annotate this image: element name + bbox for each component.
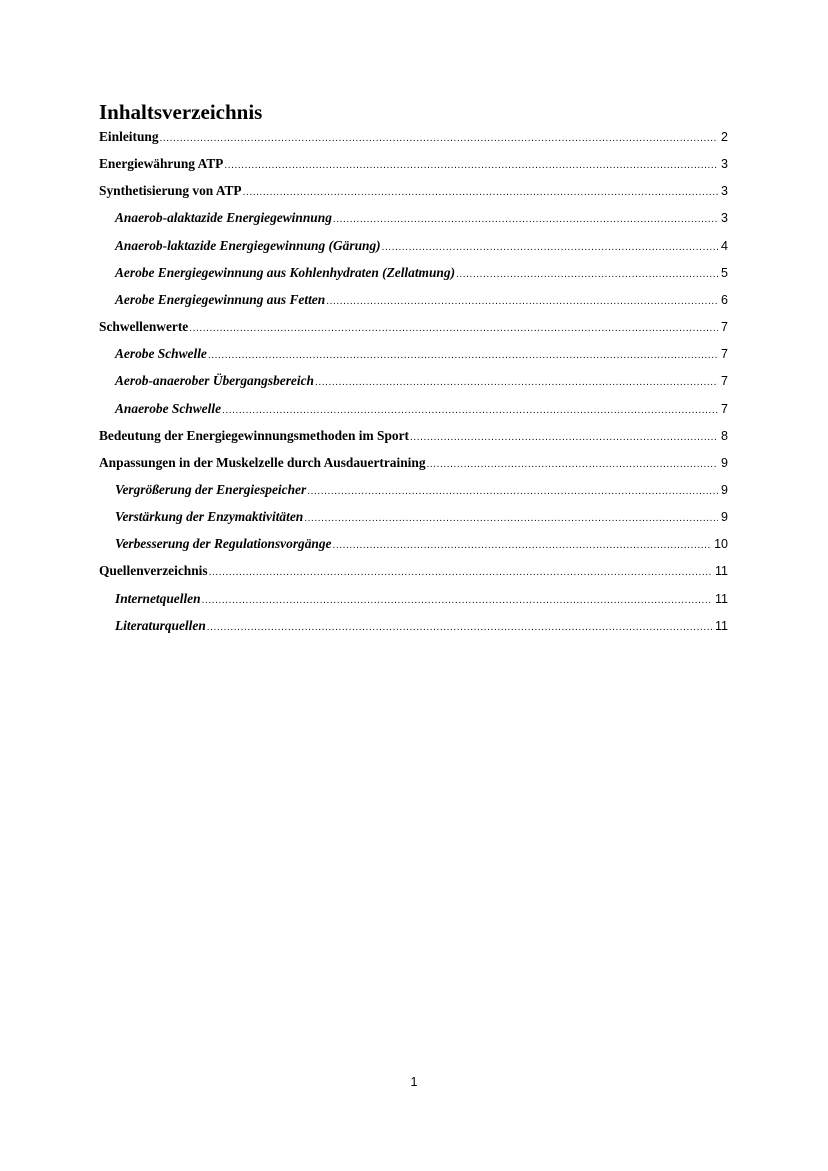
- toc-entry[interactable]: [99, 561, 728, 581]
- toc-entry-label: Aerob-anaerober Übergangsbereich: [115, 373, 314, 389]
- toc-leader-dots: [243, 183, 718, 203]
- toc-entry-page: 8: [721, 428, 728, 443]
- toc-entry[interactable]: [115, 616, 728, 636]
- toc-entry-label: Verbesserung der Regulationsvorgänge: [115, 536, 332, 552]
- toc-entry[interactable]: [115, 290, 728, 310]
- toc-entry[interactable]: [99, 181, 728, 201]
- toc-leader-dots: [222, 401, 718, 421]
- toc-leader-dots: [333, 536, 712, 556]
- toc-entry-page: 9: [721, 455, 728, 470]
- toc-entry-page: 11: [715, 564, 728, 579]
- toc-entry-page: 5: [721, 265, 728, 280]
- toc-leader-dots: [224, 156, 718, 176]
- toc-entry[interactable]: [115, 589, 728, 609]
- toc-entry[interactable]: [99, 317, 728, 337]
- toc-leader-dots: [382, 238, 718, 258]
- toc-entry-page: 3: [721, 184, 728, 199]
- toc-entry[interactable]: [115, 371, 728, 391]
- toc-leader-dots: [315, 373, 718, 393]
- toc-leader-dots: [304, 509, 718, 529]
- toc-leader-dots: [456, 265, 718, 285]
- toc-entry[interactable]: [115, 507, 728, 527]
- toc-entry-page: 3: [721, 211, 728, 226]
- page-number: 1: [410, 1075, 418, 1089]
- toc-entry-page: 7: [721, 401, 728, 416]
- toc-leader-dots: [410, 428, 718, 448]
- toc-entry[interactable]: [99, 154, 728, 174]
- toc-entry-page: 9: [721, 510, 728, 525]
- toc-entry[interactable]: [99, 127, 728, 147]
- toc-entry[interactable]: [99, 426, 728, 446]
- toc-entry-label: Anaerobe Schwelle: [115, 400, 222, 416]
- toc-entry-label: Verstärkung der Enzymaktivitäten: [115, 509, 304, 525]
- toc-entry-page: 9: [721, 482, 728, 497]
- toc-leader-dots: [326, 292, 718, 312]
- toc-entry-page: 7: [721, 320, 728, 334]
- toc-entry-label: Literaturquellen: [115, 617, 206, 633]
- toc-entry[interactable]: [115, 236, 728, 256]
- toc-entry-label: Anaerob-laktazide Energiegewinnung (Gärung): [115, 237, 381, 253]
- toc-entry-page: 10: [714, 537, 728, 552]
- toc-entry-page: 2: [721, 130, 728, 144]
- toc-entry-label: Vergrößerung der Energiespeicher: [115, 481, 307, 497]
- toc-entry-label: Aerobe Energiegewinnung aus Fetten: [115, 291, 326, 307]
- toc-entry-label: Anaerob-alaktazide Energiegewinnung: [115, 210, 332, 226]
- toc-entry[interactable]: [115, 208, 728, 228]
- toc-leader-dots: [209, 563, 712, 583]
- toc-entry-label: Bedeutung der Energiegewinnungsmethoden im Sport: [99, 427, 409, 443]
- toc-leader-dots: [307, 482, 718, 502]
- toc-entry-label: Aerobe Energiegewinnung aus Kohlenhydraten (Zellatmung): [115, 264, 456, 280]
- toc-entry[interactable]: [115, 534, 728, 554]
- toc-entry-label: Synthetisierung von ATP: [99, 183, 242, 199]
- toc-leader-dots: [202, 591, 712, 611]
- toc-entry-label: Aerobe Schwelle: [115, 346, 207, 362]
- toc-entry-label: Energiewährung ATP: [99, 156, 224, 172]
- toc-entry-page: 6: [721, 292, 728, 307]
- toc-leader-dots: [333, 210, 718, 230]
- toc-entry-label: Einleitung: [99, 129, 159, 144]
- toc-entry-page: 7: [721, 374, 728, 389]
- toc-entry-label: Quellenverzeichnis: [99, 563, 208, 579]
- toc-leader-dots: [160, 129, 719, 149]
- toc-leader-dots: [189, 319, 718, 339]
- toc-entry[interactable]: [99, 453, 728, 473]
- toc-entry[interactable]: [115, 344, 728, 364]
- toc-leader-dots: [208, 346, 718, 366]
- toc-entry[interactable]: [115, 399, 728, 419]
- toc-entry-label: Schwellenwerte: [99, 319, 189, 334]
- toc-leader-dots: [207, 618, 712, 638]
- toc-entry-page: 7: [721, 347, 728, 362]
- toc-entry[interactable]: [115, 480, 728, 500]
- toc-entry-label: Internetquellen: [115, 590, 201, 606]
- toc-title: Inhaltsverzeichnis: [99, 100, 263, 124]
- toc-entry[interactable]: [115, 263, 728, 283]
- toc-entry-label: Anpassungen in der Muskelzelle durch Ausdauertraining: [99, 454, 426, 470]
- toc-entry-page: 11: [715, 618, 728, 633]
- toc-leader-dots: [427, 455, 719, 475]
- toc-entry-page: 4: [721, 238, 728, 253]
- toc-entry-page: 11: [715, 591, 728, 606]
- toc-entry-page: 3: [721, 157, 728, 172]
